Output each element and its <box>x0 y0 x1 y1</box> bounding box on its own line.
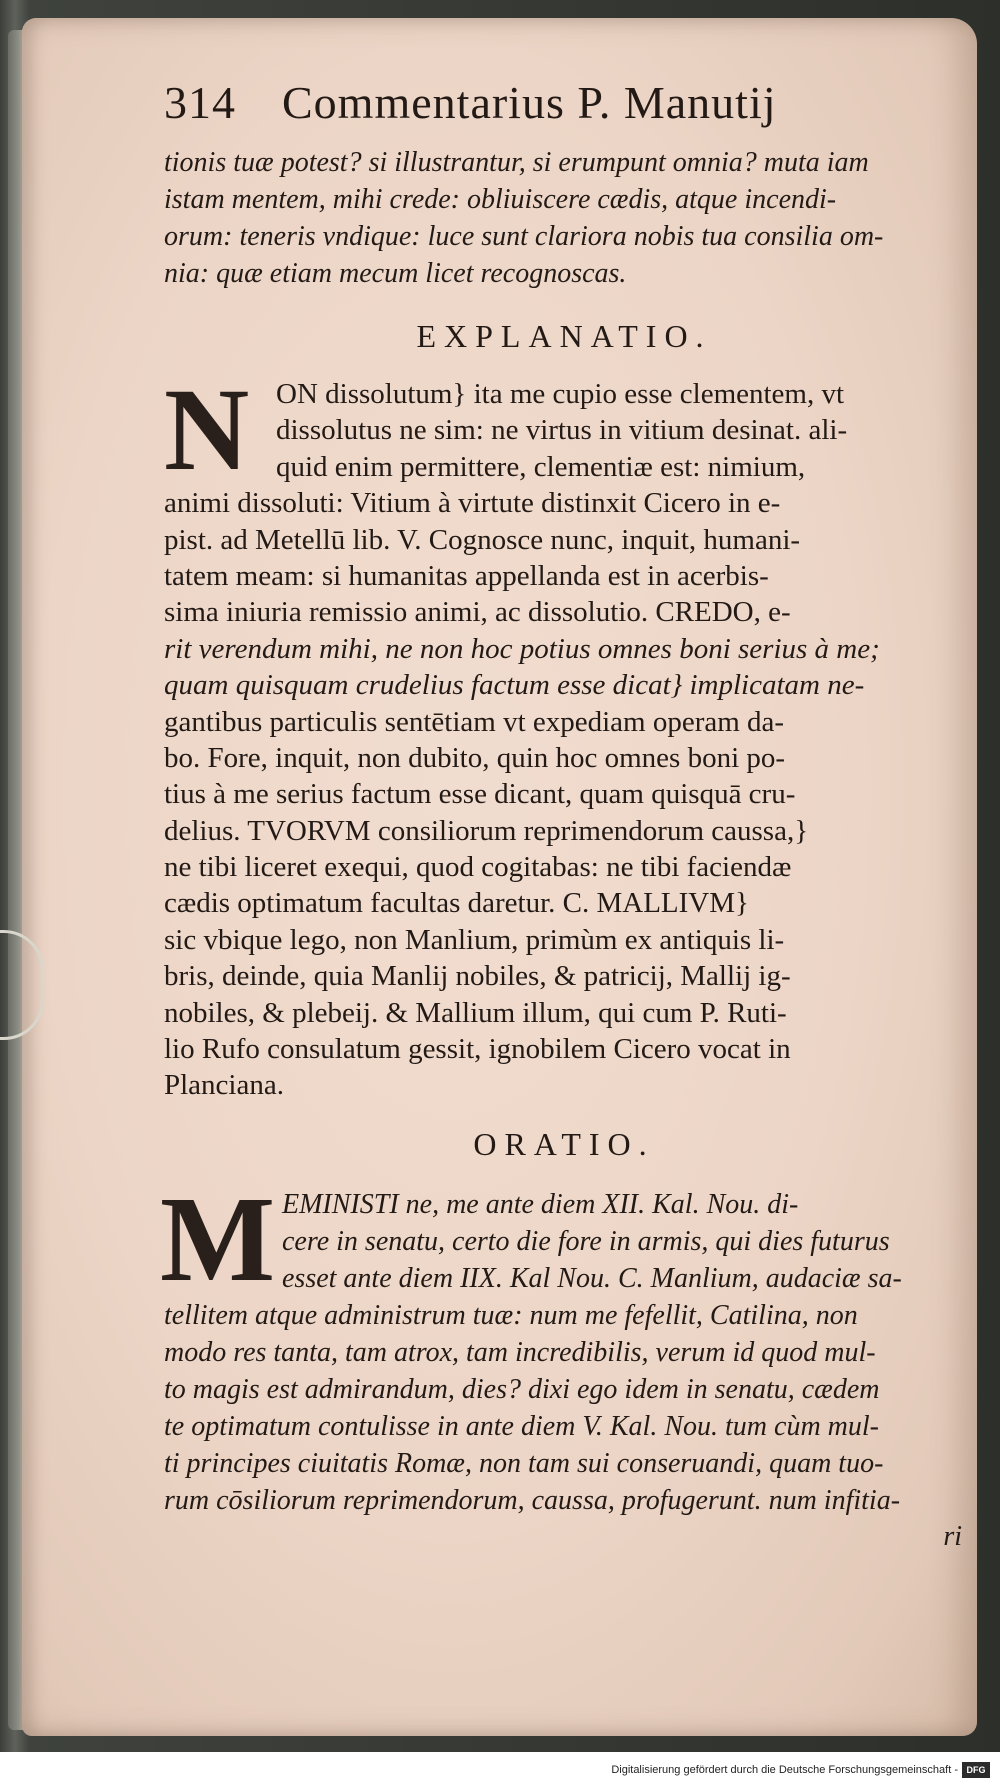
text-line: te optimatum contulisse in ante diem V. Kal. Nou. tum cùm mul- <box>164 1410 879 1442</box>
text-line: sima iniuria remissio animi, ac dissolutio. CREDO, e- <box>164 596 791 629</box>
text-line: ti principes ciuitatis Romæ, non tam sui conseruandi, quam tuo- <box>164 1447 884 1479</box>
explanatio-heading: EXPLANATIO. <box>416 318 712 354</box>
text-line: cere in senatu, certo die fore in armis, qui dies futurus <box>282 1225 890 1257</box>
text-line: rit verendum mihi, ne non hoc potius omnes boni serius à me; <box>164 632 880 665</box>
text-line: cædis optimatum facultas daretur. C. MALLIVM} <box>164 887 749 920</box>
book-page <box>22 18 977 1736</box>
text-line: modo res tanta, tam atrox, tam incredibilis, verum id quod mul- <box>164 1336 876 1368</box>
page-number: 314 <box>164 77 236 128</box>
text-line: istam mentem, mihi crede: obliuiscere cædis, atque incendi- <box>164 184 837 215</box>
text-line: lio Rufo consulatum gessit, ignobilem Cicero vocat in <box>164 1033 791 1066</box>
text-line: EMINISTI ne, me ante diem XII. Kal. Nou. di- <box>282 1188 799 1220</box>
text-line: rum cōsiliorum reprimendorum, caussa, profugerunt. num infitia- <box>164 1484 901 1516</box>
text-line: nia: quæ etiam mecum licet recognoscas. <box>164 258 627 289</box>
dfg-logo: DFG <box>962 1762 990 1778</box>
text-line: bo. Fore, inquit, non dubito, quin hoc omnes boni po- <box>164 741 786 774</box>
text-line: gantibus particulis sentētiam vt expediam operam da- <box>164 705 785 738</box>
text-line: tellitem atque administrum tuæ: num me fefellit, Catilina, non <box>164 1299 858 1331</box>
text-line: pist. ad Metellū lib. V. Cognosce nunc, inquit, humani- <box>164 523 801 556</box>
oratio-heading: ORATIO. <box>473 1125 655 1162</box>
text-line: ne tibi liceret exequi, quod cogitabas: ne tibi faciendæ <box>164 851 792 884</box>
text-line: dissolutus ne sim: ne virtus in vitium desinat. ali- <box>276 414 848 447</box>
text-line: ON dissolutum} ita me cupio esse clementem, vt <box>276 378 845 410</box>
running-title: Commentarius P. Manutij <box>282 77 777 128</box>
text-line: nobiles, & plebeij. & Mallium illum, qui cum P. Ruti- <box>164 996 787 1029</box>
text-line: bris, deinde, quia Manlij nobiles, & patricij, Mallij ig- <box>164 960 791 993</box>
text-line: delius. TVORVM consiliorum reprimendorum caussa,} <box>164 814 809 847</box>
drop-cap-initial: N <box>164 364 250 495</box>
text-line: tius à me serius factum esse dicant, quam quisquā cru- <box>164 778 796 811</box>
page-content <box>160 76 964 1555</box>
footer-credit: Digitalisierung gefördert durch die Deutsche Forschungsgemeinschaft - <box>611 1764 958 1776</box>
catchword: ri <box>943 1520 962 1552</box>
explanatio-paragraph <box>164 364 964 1104</box>
text-line: tatem meam: si humanitas appellanda est in acerbis- <box>164 559 769 592</box>
oratio-paragraph <box>160 1171 964 1519</box>
text-line: to magis est admirandum, dies? dixi ego idem in senatu, cædem <box>164 1373 880 1405</box>
text-top <box>164 144 964 292</box>
text-line: Planciana. <box>164 1069 284 1102</box>
text-line: esset ante diem IIX. Kal Nou. C. Manlium, audaciæ sa- <box>282 1262 902 1294</box>
text-line: tionis tuæ potest? si illustrantur, si erumpunt omnia? muta iam <box>164 147 869 178</box>
page-header <box>164 76 964 144</box>
text-line: quid enim permittere, clementiæ est: nimium, <box>276 450 806 483</box>
drop-cap-initial: M <box>160 1171 276 1307</box>
text-line: quam quisquam crudelius factum esse dicat} implicatam ne- <box>164 669 865 702</box>
footer-bar <box>0 1752 1000 1790</box>
text-line: orum: teneris vndique: luce sunt clariora nobis tua consilia om- <box>164 221 884 252</box>
text-line: animi dissoluti: Vitium à virtute distinxit Cicero in e- <box>164 487 781 520</box>
text-line: sic vbique lego, non Manlium, primùm ex antiquis li- <box>164 923 785 956</box>
